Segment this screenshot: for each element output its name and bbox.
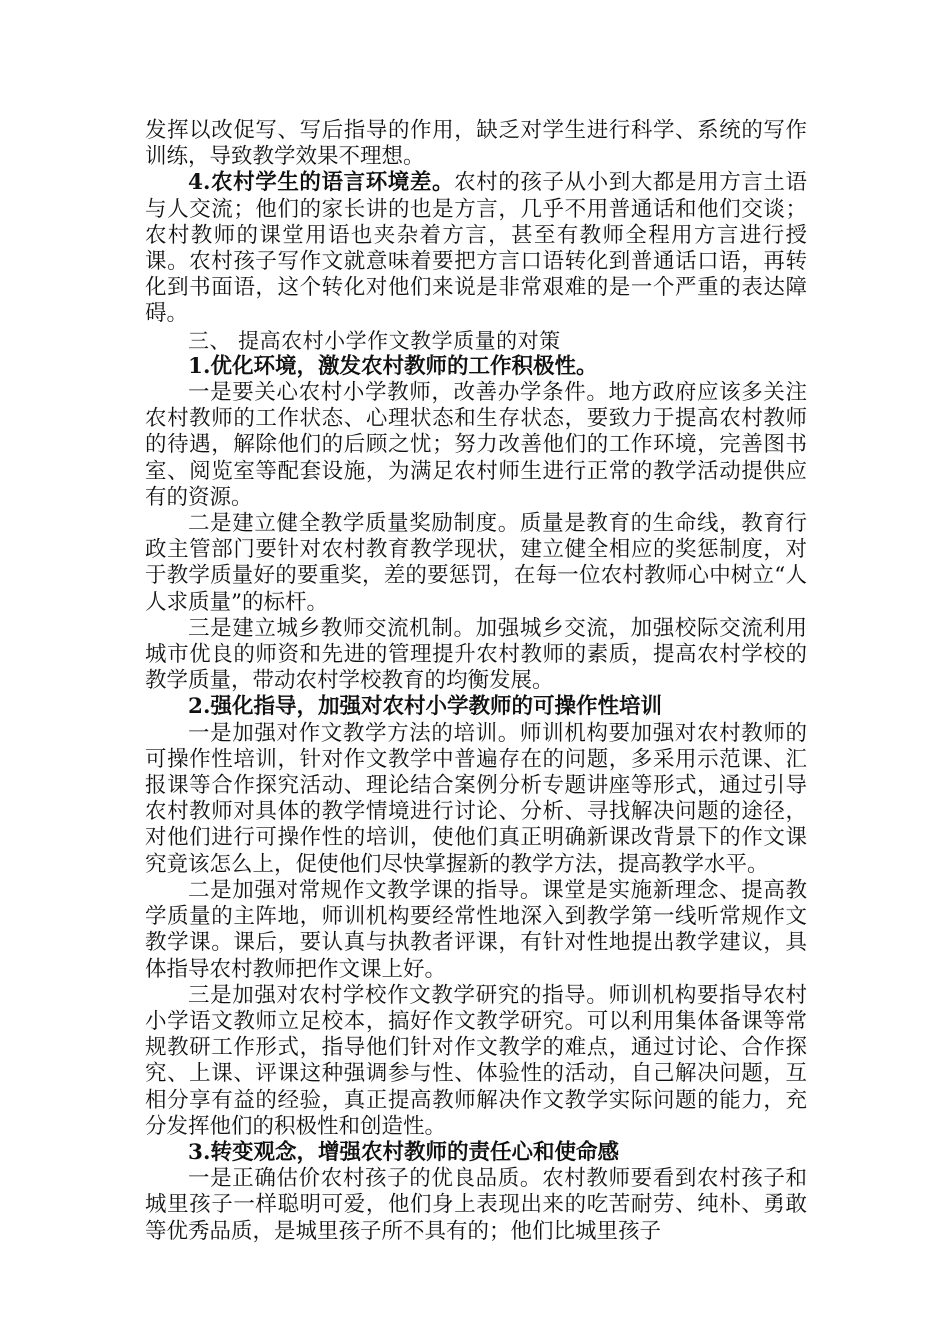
paragraph-continued: 发挥以改促写、写后指导的作用，缺乏对学生进行科学、系统的写作训练，导致教学效果不理想。 — [145, 118, 807, 170]
paragraph: 一是正确估价农村孩子的优良品质。农村教师要看到农村孩子和城里孩子一样聪明可爱，他们身上表现出来的吃苦耐劳、纯朴、勇敢等优秀品质，是城里孩子所不具有的；他们比城里孩子 — [145, 1166, 807, 1244]
paragraph: 一是加强对作文教学方法的培训。师训机构要加强对农村教师的可操作性培训，针对作文教学中普遍存在的问题，多采用示范课、汇报课等合作探究活动、理论结合案例分析专题讲座等形式，通过引导农村教师对具体的教学情境进行讨论、分析、寻找解决问题的途径，对他们进行可操作性的培训，使他们真正明确新课改背景下的作文课究竟该怎么上，促使他们尽快掌握新的教学方法，提高教学水平。 — [145, 720, 807, 877]
paragraph: 二是建立健全教学质量奖励制度。质量是教育的生命线，教育行政主管部门要针对农村教育教学现状，建立健全相应的奖惩制度，对于教学质量好的要重奖，差的要惩罚，在每一位农村教师心中树立“人人求质量”的标杆。 — [145, 511, 807, 615]
section-heading: 三、 提高农村小学作文教学质量的对策 — [188, 328, 561, 353]
paragraph-lead: 4.农村学生的语言环境差。 — [188, 170, 455, 196]
subsection-heading-1: 1.优化环境，激发农村教师的工作积极性。 — [188, 353, 598, 379]
paragraph: 一是要关心农村小学教师，改善办学条件。地方政府应该多关注农村教师的工作状态、心理状态和生存状态，要致力于提高农村教师的待遇，解除他们的后顾之忧；努力改善他们的工作环境，完善图书室、阅览室等配套设施，为满足农村师生进行正常的教学活动提供应有的资源。 — [145, 380, 807, 510]
paragraph: 三是建立城乡教师交流机制。加强城乡交流，加强校际交流利用城市优良的师资和先进的管理提升农村教师的素质，提高农村学校的教学质量，带动农村学校教育的均衡发展。 — [145, 615, 807, 694]
paragraph-body: 农村的孩子从小到大都是用方言土语与人交流；他们的家长讲的也是方言，几乎不用普通话和他们交谈；农村教师的课堂用语也夹杂着方言，甚至有教师全程用方言进行授课。农村孩子写作文就意味着要把方言口语转化到普通话口语，再转化到书面语，这个转化对他们来说是非常艰难的是一个严重的表达障碍。 — [145, 170, 807, 327]
document-page — [145, 118, 807, 1245]
paragraph: 三是加强对农村学校作文教学研究的指导。师训机构要指导农村小学语文教师立足校本，搞好作文教学研究。可以利用集体备课等常规教研工作形式，指导他们针对作文教学的难点，通过讨论、合作探究、上课、评课这种强调参与性、体验性的活动，自己解决问题，互相分享有益的经验，真正提高教师解决作文教学实际问题的能力，充分发挥他们的积极性和创造性。 — [145, 982, 807, 1139]
subsection-heading-3: 3.转变观念，增强农村教师的责任心和使命感 — [188, 1139, 619, 1165]
subsection-heading-2: 2.强化指导，加强对农村小学教师的可操作性培训 — [188, 694, 662, 720]
paragraph-language-environment — [145, 170, 807, 327]
paragraph: 二是加强对常规作文教学课的指导。课堂是实施新理念、提高教学质量的主阵地，师训机构要经常性地深入到教学第一线听常规作文教学课。课后，要认真与执教者评课，有针对性地提出教学建议，具体指导农村教师把作文课上好。 — [145, 877, 807, 982]
